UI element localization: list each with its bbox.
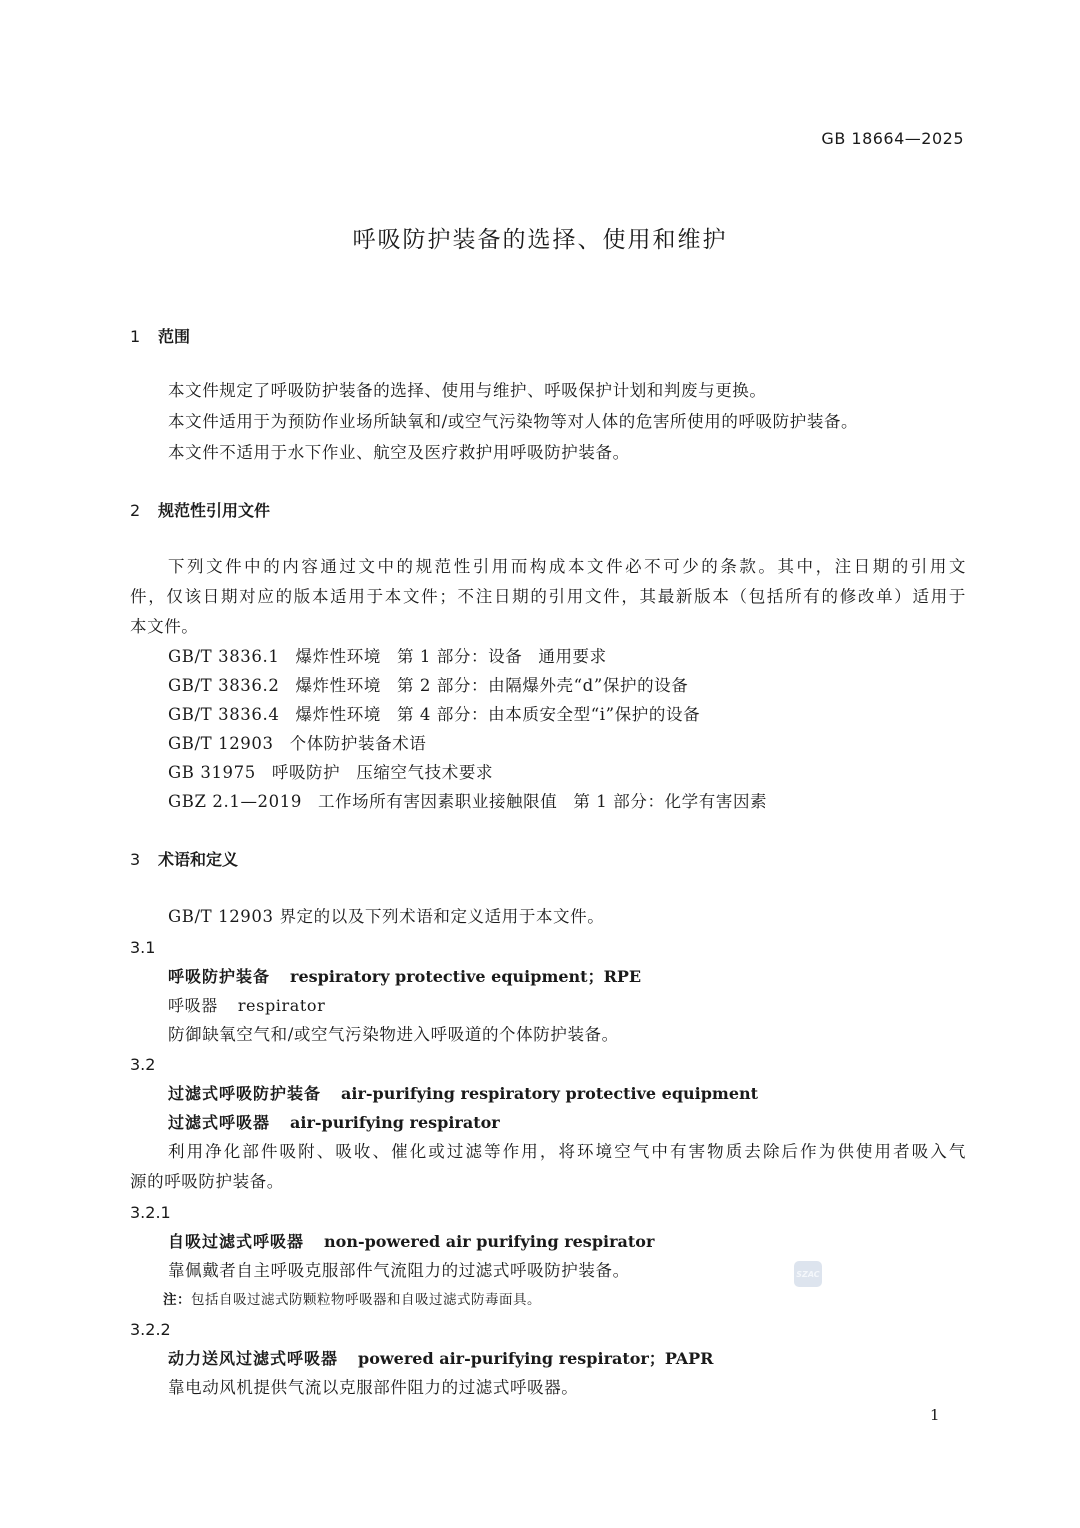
- reference-title: 第 1 部分：化学有害因素: [573, 792, 768, 811]
- term-zh: 自吸过滤式呼吸器: [168, 1232, 305, 1251]
- reference-item: [168, 649, 607, 666]
- section-number: 3: [130, 850, 141, 869]
- paragraph: 本文件不适用于水下作业、航空及医疗救护用呼吸防护装备。: [168, 443, 630, 462]
- term-en: respiratory protective equipment；RPE: [290, 967, 642, 986]
- note-label: 注：: [163, 1292, 191, 1308]
- paragraph: 本文件适用于为预防作业场所缺氧和/或空气污染物等对人体的危害所使用的呼吸防护装备。: [168, 412, 859, 431]
- reference-title: 呼吸防护: [271, 763, 341, 782]
- term-definition: 靠佩戴者自主呼吸克服部件气流阻力的过滤式呼吸防护装备。: [168, 1261, 630, 1280]
- term-zh: 过滤式呼吸防护装备: [168, 1084, 322, 1103]
- reference-code: GBZ 2.1—2019: [168, 792, 302, 811]
- section-3-heading: [130, 852, 238, 868]
- reference-item: [168, 736, 426, 753]
- reference-code: GB 31975: [168, 763, 256, 782]
- section-number: 2: [130, 501, 141, 520]
- term-definition-line: 源的呼吸防护装备。: [130, 1172, 284, 1191]
- section-1-heading: [130, 329, 190, 345]
- reference-title: 第 2 部分：由隔爆外壳“d”保护的设备: [396, 676, 689, 695]
- term-heading: [168, 1234, 654, 1250]
- section-title: 规范性引用文件: [158, 501, 271, 520]
- term-definition: 靠电动风机提供气流以克服部件阻力的过滤式呼吸器。: [168, 1378, 579, 1397]
- term-en: non-powered air purifying respirator: [324, 1232, 655, 1251]
- paragraph-line: 本文件。: [130, 617, 199, 636]
- reference-title: 爆炸性环境: [295, 676, 381, 695]
- standard-number: GB 18664—2025: [821, 129, 964, 148]
- reference-title: 第 4 部分：由本质安全型“i”保护的设备: [396, 705, 701, 724]
- term-heading: [168, 969, 641, 985]
- synonym-en: air-purifying respirator: [290, 1113, 500, 1132]
- reference-title: 压缩空气技术要求: [356, 763, 494, 782]
- term-zh: 动力送风过滤式呼吸器: [168, 1349, 339, 1368]
- section-number: 1: [130, 327, 141, 346]
- reference-title: 爆炸性环境: [295, 705, 381, 724]
- reference-item: [168, 794, 767, 811]
- term-en: powered air-purifying respirator；PAPR: [358, 1349, 714, 1368]
- section-title: 术语和定义: [158, 850, 239, 869]
- reference-item: [168, 765, 493, 782]
- term-heading: [168, 1086, 758, 1102]
- page-number: 1: [930, 1406, 940, 1424]
- paragraph-line: 下列文件中的内容通过文中的规范性引用而构成本文件必不可少的条款。其中，注日期的引用文: [168, 557, 966, 576]
- term-synonym: [168, 998, 325, 1014]
- synonym-zh: 呼吸器: [168, 996, 218, 1015]
- term-number: 3.2.2: [130, 1320, 171, 1339]
- term-definition-line: 利用净化部件吸附、吸收、催化或过滤等作用，将环境空气中有害物质去除后作为供使用者吸入气: [168, 1142, 966, 1161]
- term-heading: [168, 1351, 713, 1367]
- term-number: 3.1: [130, 938, 156, 957]
- term-number: 3.2.1: [130, 1203, 171, 1222]
- reference-code: GB/T 3836.4: [168, 705, 280, 724]
- term-number: 3.2: [130, 1055, 156, 1074]
- term-note: [163, 1294, 541, 1308]
- note-text: 包括自吸过滤式防颗粒物呼吸器和自吸过滤式防毒面具。: [191, 1292, 541, 1308]
- term-zh: 呼吸防护装备: [168, 967, 271, 986]
- synonym-zh: 过滤式呼吸器: [168, 1113, 271, 1132]
- reference-item: [168, 678, 688, 695]
- reference-title: 个体防护装备术语: [289, 734, 427, 753]
- reference-code: GB/T 3836.1: [168, 647, 280, 666]
- term-synonym: [168, 1115, 500, 1131]
- term-en: air-purifying respiratory protective equipment: [341, 1084, 759, 1103]
- reference-title: 第 1 部分：设备: [396, 647, 523, 666]
- watermark-logo: SZAC: [794, 1261, 822, 1287]
- section-title: 范围: [158, 327, 191, 346]
- paragraph: 本文件规定了呼吸防护装备的选择、使用与维护、呼吸保护计划和判废与更换。: [168, 381, 767, 400]
- reference-item: [168, 707, 700, 724]
- section-2-heading: [130, 503, 270, 519]
- reference-title: 通用要求: [538, 647, 607, 666]
- reference-code: GB/T 3836.2: [168, 676, 280, 695]
- paragraph: GB/T 12903 界定的以及下列术语和定义适用于本文件。: [168, 907, 605, 926]
- synonym-en: respirator: [237, 996, 326, 1015]
- paragraph-line: 件，仅该日期对应的版本适用于本文件；不注日期的引用文件，其最新版本（包括所有的修改单）适用于: [130, 587, 966, 606]
- reference-code: GB/T 12903: [168, 734, 274, 753]
- term-definition: 防御缺氧空气和/或空气污染物进入呼吸道的个体防护装备。: [168, 1025, 619, 1044]
- document-title: 呼吸防护装备的选择、使用和维护: [352, 227, 728, 253]
- reference-title: 工作场所有害因素职业接触限值: [317, 792, 558, 811]
- reference-title: 爆炸性环境: [295, 647, 381, 666]
